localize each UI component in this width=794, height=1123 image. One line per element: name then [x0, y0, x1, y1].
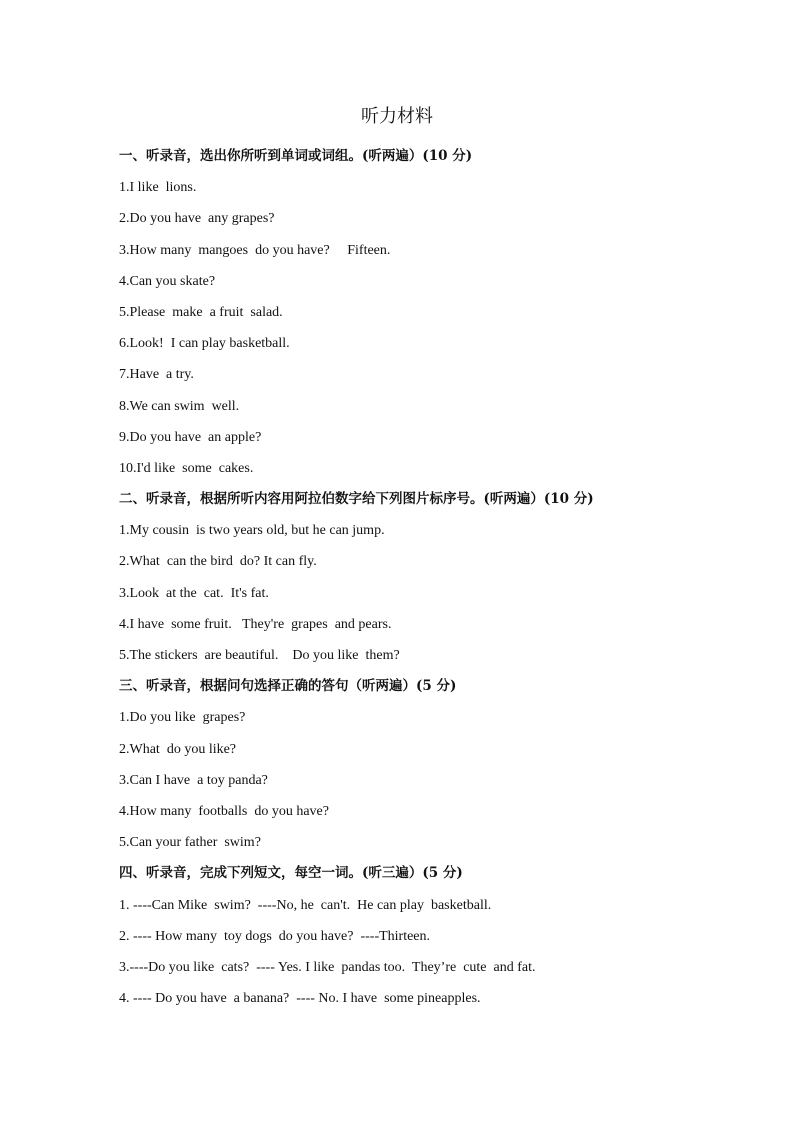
listening-line: 4. ---- Do you have a banana? ---- No. I have some pineapples.: [119, 991, 481, 1007]
listening-line: 3.----Do you like cats? ---- Yes. I like pandas too. They’re cute and fat.: [119, 959, 536, 975]
listening-line: 4.Can you skate?: [119, 273, 216, 289]
section-heading: 一、听录音，选出你所听到单词或词组。(听两遍）(10 分): [119, 148, 473, 164]
listening-line: 10.I'd like some cakes.: [119, 460, 254, 476]
section-2: [119, 484, 739, 671]
listening-line: 3.Look at the cat. It's fat.: [119, 585, 269, 601]
sections-container: [119, 141, 739, 1014]
listening-line: 5.The stickers are beautiful. Do you like them?: [119, 648, 400, 663]
section-heading: 三、听录音，根据问句选择正确的答句（听两遍）(5 分): [119, 678, 457, 695]
listening-line: 3.How many mangoes do you have? Fifteen.: [119, 242, 391, 258]
section-1: [119, 141, 739, 484]
listening-line: 2. ---- How many toy dogs do you have? ----Thirteen.: [119, 928, 431, 944]
listening-line: 1.My cousin is two years old, but he can jump.: [119, 523, 385, 539]
listening-line: 1. ----Can Mike swim? ----No, he can't. He can play basketball.: [119, 897, 492, 913]
document-title: 听力材料: [361, 106, 433, 127]
listening-line: 2.What can the bird do? It can fly.: [119, 554, 317, 570]
listening-line: 6.Look! I can play basketball.: [119, 336, 290, 352]
listening-line: 8.We can swim well.: [119, 398, 240, 414]
listening-line: 1.Do you like grapes?: [119, 710, 246, 726]
listening-line: 5.Please make a fruit salad.: [119, 304, 283, 320]
listening-line: 4.How many footballs do you have?: [119, 803, 329, 819]
listening-line: 3.Can I have a toy panda?: [119, 772, 268, 788]
listening-line: 5.Can your father swim?: [119, 835, 261, 851]
listening-line: 7.Have a try.: [119, 367, 194, 383]
section-heading: 二、听录音，根据所听内容用阿拉伯数字给下列图片标序号。(听两遍）(10 分): [119, 491, 594, 508]
listening-line: 2.What do you like?: [119, 741, 237, 757]
section-4: [119, 858, 739, 1014]
listening-line: 9.Do you have an apple?: [119, 429, 262, 445]
section-heading: 四、听录音，完成下列短文，每空一词。(听三遍）(5 分): [119, 865, 463, 882]
listening-line: 2.Do you have any grapes?: [119, 211, 275, 227]
listening-line: 1.I like lions.: [119, 180, 197, 196]
listening-line: 4.I have some fruit. They're grapes and pears.: [119, 616, 392, 632]
section-3: [119, 671, 739, 858]
